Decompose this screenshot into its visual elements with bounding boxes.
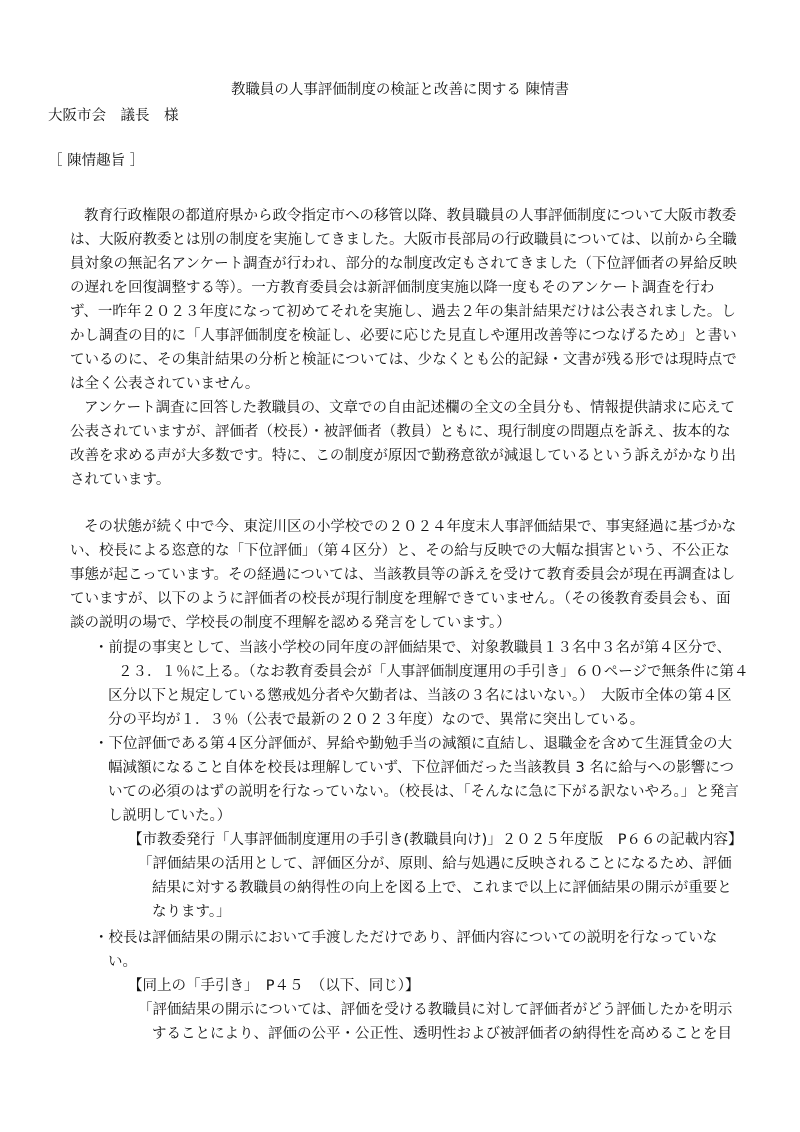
quote-line: なります。」: [152, 904, 231, 920]
bullet-item-line: し説明していた。）: [108, 808, 232, 824]
quote-heading: 【市教委発行「人事評価制度運用の手引き(教職員向け)」２０２５年度版 P６６の記載内容】: [128, 832, 743, 848]
bullet-item-line: ・校長は評価結果の開示において手渡しただけであり、評価内容についての説明を行なっていな: [94, 930, 718, 946]
document-title: 教職員の人事評価制度の検証と改善に関する 陳情書: [230, 82, 570, 98]
bullet-item-line: ２３．１％に上る。（なお教育委員会が「人事評価制度運用の手引き」６０ページで無条件に第４: [118, 664, 749, 680]
bullet-item-line: 区分以下と規定している懲戒処分者や欠勤者は、当該の３名にはいない。） 大阪市全体の第４区: [108, 688, 732, 704]
bullet-item-line: いての必須のはずの説明を行なっていない。（校長は、「そんなに急に下がる訳ないやろ。」と発言: [108, 784, 739, 800]
paragraph-line: 改善を求める声が大多数です。特に、この制度が原因で勤務意欲が減退しているという訴えがかなり出: [70, 448, 736, 464]
paragraph-line: 事態が起こっています。その経過については、当該教員等の訴えを受けて教育委員会が現在再調査はし: [70, 567, 736, 583]
paragraph-line: アンケート調査に回答した教職員の、文章での自由記述欄の全文の全員分も、情報提供請求に応えて: [84, 400, 736, 416]
paragraph-line: は、大阪府教委とは別の制度を実施してきました。大阪市長部局の行政職員については、以前から全職: [70, 232, 737, 248]
paragraph-line: ているのに、その集計結果の分析と検証については、少なくとも公的記録・文書が残る形では現時点で: [70, 352, 737, 368]
section-heading: ［ 陳情趣旨 ］: [48, 153, 145, 169]
paragraph-line: 教育行政権限の都道府県から政令指定市への移管以降、教員職員の人事評価制度について大阪市教委: [84, 208, 737, 224]
quote-heading: 【同上の「手引き」 P４５ （以下、同じ）】: [128, 978, 420, 994]
bullet-item-line: い。: [108, 954, 137, 970]
paragraph-line: 談の説明の場で、学校長の制度不理解を認める発言をしています。）: [70, 615, 511, 631]
paragraph-line: ず、一昨年２０２３年度になって初めてそれを実施し、過去２年の集計結果だけは公表されました。し: [70, 304, 736, 320]
paragraph-line: されています。: [70, 472, 171, 488]
bullet-item-line: ・前提の事実として、当該小学校の同年度の評価結果で、対象教職員１３名中３名が第４区分で、: [94, 640, 732, 656]
paragraph-line: ていますが、以下のように評価者の校長が現行制度を理解できていません。（その後教育委員会も、面: [70, 591, 731, 607]
paragraph-line: の遅れを回復調整する等）。一方教育委員会は新評価制度実施以降一度もそのアンケート調査を行わ: [70, 280, 715, 296]
paragraph-line: かし調査の目的に「人事評価制度を検証し、必要に応じた見直しや運用改善等につなげるため」と書い: [70, 328, 737, 344]
quote-line: 「評価結果の開示については、評価を受ける教職員に対して評価者がどう評価したかを明示: [138, 1002, 733, 1018]
paragraph-line: い、校長による恣意的な「下位評価」（第４区分）と、その給与反映での大幅な損害という、不公正な: [70, 543, 730, 559]
addressee: 大阪市会 議長 様: [48, 108, 179, 124]
paragraph-line: その状態が続く中で今、東淀川区の小学校での２０２４年度末人事評価結果で、事実経過に基づかな: [84, 519, 737, 535]
paragraph-line: 員対象の無記名アンケート調査が行われ、部分的な制度改定もされてきました（下位評価者の昇給反映: [70, 256, 737, 272]
quote-line: 結果に対する教職員の納得性の向上を図る上で、これまで以上に評価結果の開示が重要と: [152, 880, 732, 896]
paragraph-line: は全く公表されていません。: [70, 376, 260, 392]
paragraph-line: 公表されていますが、評価者（校長）・被評価者（教員）ともに、現行制度の問題点を訴え、抜本的な: [70, 424, 731, 440]
quote-line: 「評価結果の活用として、評価区分が、原則、給与処遇に反映されることになるため、評価: [138, 856, 732, 872]
bullet-item-line: 幅減額になること自体を校長は理解していず、下位評価だった当該教員 3 名に給与への影響につ: [108, 760, 734, 776]
bullet-item-line: ・下位評価である第４区分評価が、昇給や勤勉手当の減額に直結し、退職金を含めて生涯賃金の大: [94, 736, 732, 752]
bullet-item-line: 分の平均が１．３％（公表で最新の２０２３年度）なので、異常に突出している。: [108, 712, 645, 728]
quote-line: することにより、評価の公平・公正性、透明性および被評価者の納得性を高めることを目: [152, 1026, 732, 1042]
